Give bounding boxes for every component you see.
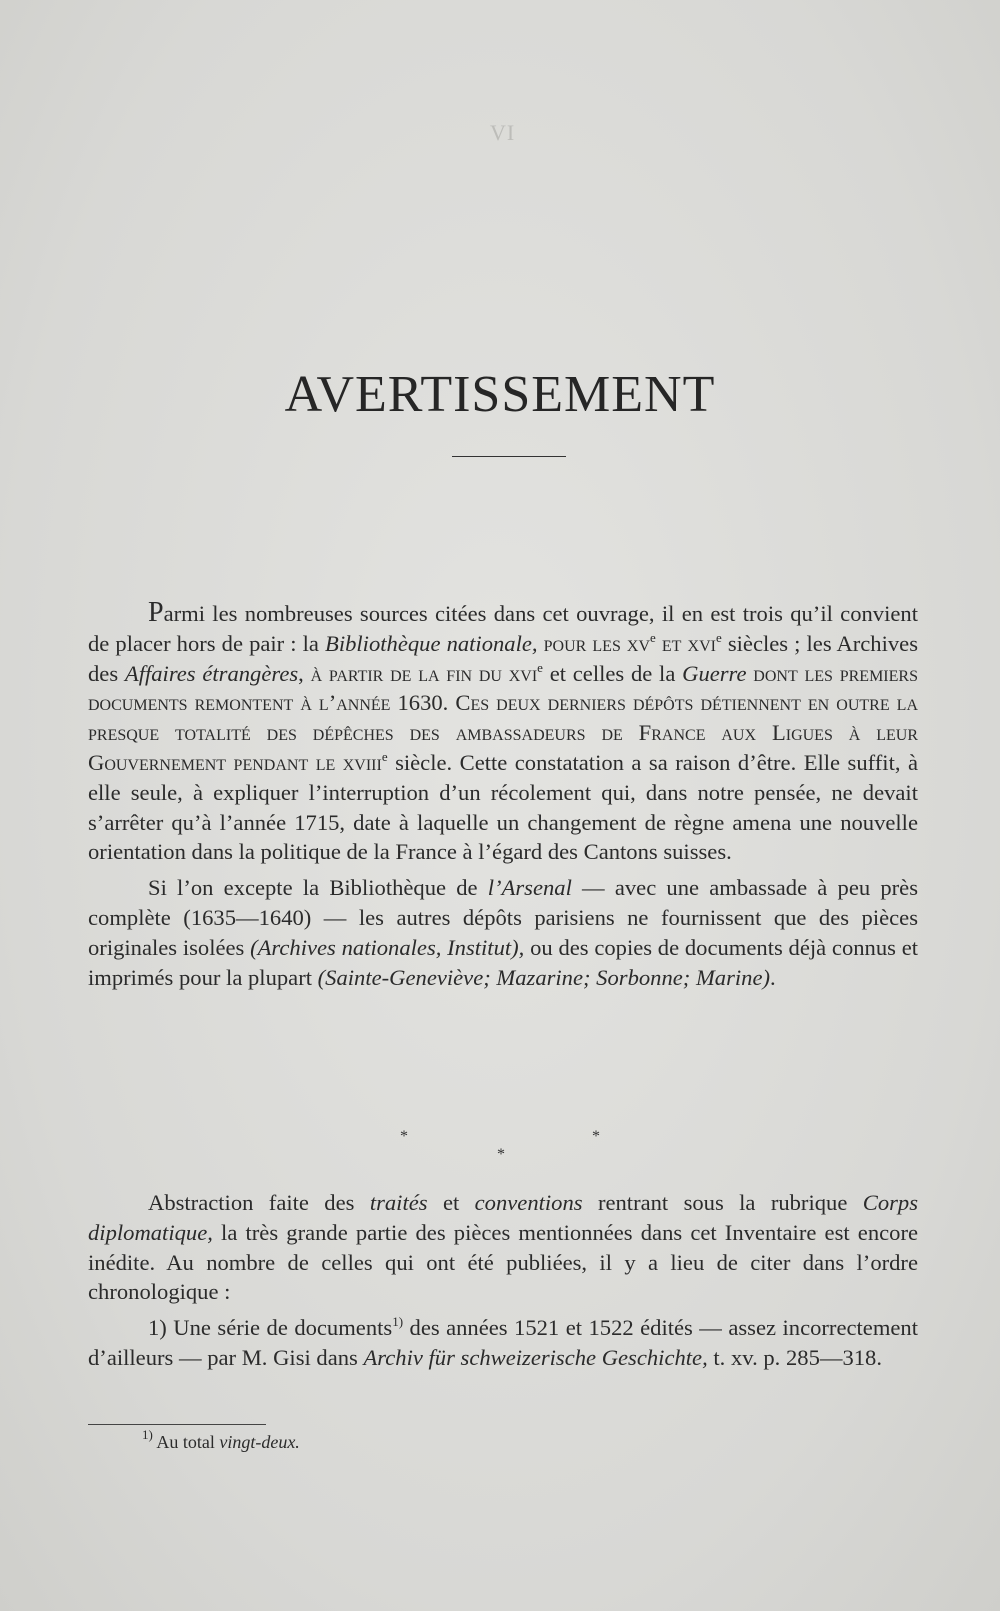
text-run: 1) Une série de documents [148,1315,393,1341]
paragraph-4 [88,1313,918,1373]
footnote [142,1427,300,1453]
italic-run: Corps diplomatique, [88,1190,918,1245]
footnote-marker: 1) [142,1427,153,1442]
italic-run: Affaires étrangères [124,660,299,686]
italic-run: (Sainte-Geneviève; Mazarine; Sorbonne; Marine) [317,964,770,990]
text-run: Si l’on excepte la Bibliothèque de [148,875,488,901]
superscript: e [537,659,543,675]
asterism-star: * [497,1146,505,1163]
italic-run: Archiv für schweizerische Geschichte, [363,1344,708,1370]
asterism-star: * [400,1128,408,1145]
italic-run: traités [369,1190,428,1215]
italic-run: Guerre [682,660,747,686]
italic-run: l’Arsenal [487,875,572,901]
superscript: e [381,748,388,764]
text-run: des années 1521 et 1522 édités — assez incorrectement d’ailleurs — par M. Gisi dans [88,1315,918,1370]
italic-run: Bibliothèque nationale, [325,630,538,656]
text-run: t. xv. p. 285—318. [707,1344,882,1370]
page-title: AVERTISSEMENT [284,366,716,423]
text-run: ou des copies de documents déjà connus et imprimés pour la plupart [88,934,918,990]
paragraph-1 [88,598,918,867]
footnote-rule [88,1424,266,1425]
text-run: et xvi [655,630,716,656]
text-run: Au total [152,1432,220,1452]
superscript: e [715,629,722,645]
paragraph-2 [88,873,918,992]
text-run: siècle. Cette constatation a sa raison d’être. Elle suffit, à elle seule, à expliquer l’interruption d’un récolement qui, dans notre pensée, ne devait s’arrêter qu’à l’année 1715, date à laquelle un changement de règne amena une nouvelle orientation dans la politique de la France à l’égard des Cantons suisses. [88,749,918,865]
text-run: et [427,1190,475,1215]
text-run: Parmi les nombreuses sources citées dans cet ouvrage, il en est trois qu’il convient de placer hors de pair : la [88,597,918,656]
footnote-ref: 1) [392,1314,404,1330]
text-run: et celles de la [542,660,683,686]
superscript: e [650,629,656,645]
text-run: siècles ; les Archives des [88,630,919,686]
italic-run: vingt-deux. [219,1432,300,1452]
asterism-star: * [592,1128,600,1145]
text-run: dont les premiers documents remontent à l’année 1630. Ces deux derniers dépôts détiennent en outre la presque totalité des dépêches des ambassadeurs de France aux Ligues à leur Gouvernement pendant le xviii [88,660,918,775]
text-run: pour les xv [537,630,651,656]
page-folio: VI [490,120,516,145]
italic-run: (Archives nationales, Institut), [250,934,525,960]
text-run: . [770,964,776,990]
section-separator [0,1128,1000,1168]
paragraph-3 [88,1188,918,1307]
main-text-block-1 [88,598,918,998]
main-text-block-2 [88,1188,918,1379]
text-run: , à partir de la fin du xvi [298,660,538,686]
title-rule [452,456,566,457]
italic-run: conventions [474,1190,583,1215]
text-run: Abstraction faite des [148,1190,370,1215]
text-run: rentrant sous la rubrique [582,1190,863,1215]
text-run: la très grande partie des pièces mentionnées dans cet Inventaire est encore inédite. Au nombre de celles qui ont été publiées, il y a lieu de citer dans l’ordre chronologique : [88,1219,918,1305]
text-run: — avec une ambassade à peu près complète (1635—1640) — les autres dépôts parisiens ne fournissent que des pièces originales isolées [88,875,918,960]
